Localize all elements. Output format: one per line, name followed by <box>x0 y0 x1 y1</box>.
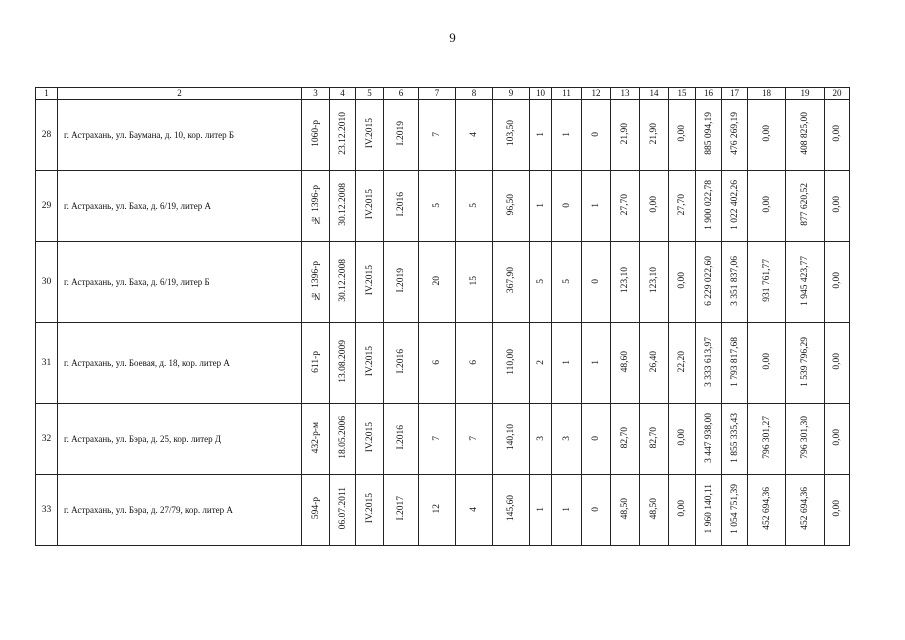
table-cell <box>456 404 493 475</box>
table-cell <box>356 100 384 171</box>
cell-value: I.2016 <box>396 425 406 450</box>
row-number-cell: 31 <box>36 323 58 404</box>
table-cell <box>748 404 786 475</box>
cell-value: 82,70 <box>620 426 630 449</box>
table-cell <box>611 475 640 546</box>
table-cell <box>552 475 582 546</box>
cell-value: 1 855 335,43 <box>729 412 740 463</box>
table-cell <box>786 171 825 242</box>
cell-value: 1060-р <box>310 120 321 147</box>
header-cell: 19 <box>786 88 825 100</box>
cell-value: 796 301,30 <box>800 416 810 459</box>
cell-value: 877 620,52 <box>800 183 810 226</box>
table-cell <box>696 323 722 404</box>
cell-value: 885 094,19 <box>703 112 714 155</box>
table-cell <box>669 242 696 323</box>
table-cell <box>640 171 669 242</box>
cell-value: 0,00 <box>677 272 687 289</box>
header-cell: 7 <box>419 88 456 100</box>
table-cell <box>419 323 456 404</box>
table-cell <box>669 100 696 171</box>
cell-value: 2 <box>535 360 546 365</box>
header-cell: 14 <box>640 88 669 100</box>
cell-value: 1 <box>535 132 546 137</box>
table-cell <box>419 242 456 323</box>
table-cell <box>552 404 582 475</box>
header-cell: 10 <box>530 88 552 100</box>
table-cell <box>419 475 456 546</box>
table-cell <box>640 242 669 323</box>
table-cell <box>384 100 419 171</box>
table-cell <box>825 323 850 404</box>
table-cell <box>552 323 582 404</box>
cell-value: 0,00 <box>832 429 842 446</box>
cell-value: 1 054 751,39 <box>729 483 740 534</box>
table-cell <box>722 171 748 242</box>
table-cell <box>640 323 669 404</box>
table-cell <box>640 404 669 475</box>
header-cell: 9 <box>493 88 530 100</box>
cell-value: 48,60 <box>620 350 630 373</box>
table-cell <box>330 475 356 546</box>
table-cell <box>302 475 330 546</box>
table-cell <box>786 100 825 171</box>
cell-value: 140,10 <box>506 424 516 451</box>
table-cell <box>640 475 669 546</box>
address-cell: г. Астрахань, ул. Баумана, д. 10, кор. литер Б <box>58 100 302 171</box>
cell-value: IV.2015 <box>364 493 375 524</box>
header-cell: 13 <box>611 88 640 100</box>
header-cell: 4 <box>330 88 356 100</box>
cell-value: 0,00 <box>761 353 772 370</box>
cell-value: 110,00 <box>506 348 516 375</box>
table-cell <box>722 404 748 475</box>
table-cell <box>530 323 552 404</box>
cell-value: I.2017 <box>396 496 406 521</box>
address-cell: г. Астрахань, ул. Бэра, д. 27/79, кор. литер А <box>58 475 302 546</box>
table-cell <box>786 475 825 546</box>
cell-value: IV.2015 <box>364 189 375 220</box>
cell-value: 452 694,36 <box>761 487 772 530</box>
table-cell <box>493 242 530 323</box>
cell-value: 48,50 <box>620 497 630 520</box>
table-row <box>36 171 850 242</box>
table-cell <box>696 100 722 171</box>
cell-value: 0,00 <box>761 196 772 213</box>
table-cell <box>356 475 384 546</box>
table-cell <box>582 475 611 546</box>
table-cell <box>456 100 493 171</box>
cell-value: 0,00 <box>832 500 842 517</box>
cell-value: 408 825,00 <box>800 112 810 155</box>
cell-value: 1 022 402,26 <box>729 179 740 230</box>
table-cell <box>611 404 640 475</box>
cell-value: 476 269,19 <box>729 112 740 155</box>
page-number: 9 <box>449 30 456 45</box>
table-cell <box>722 100 748 171</box>
cell-value: № 1396-р <box>310 184 321 225</box>
table-cell <box>786 404 825 475</box>
cell-value: 6 229 022,60 <box>703 255 714 306</box>
table-cell <box>330 242 356 323</box>
table-cell <box>330 404 356 475</box>
table-cell <box>356 171 384 242</box>
table-cell <box>530 242 552 323</box>
cell-value: I.2019 <box>396 268 406 293</box>
table-cell <box>611 323 640 404</box>
cell-value: 0 <box>591 132 601 137</box>
table-cell <box>456 475 493 546</box>
cell-value: 5 <box>561 279 572 284</box>
cell-value: 0,00 <box>677 500 687 517</box>
data-table <box>35 87 850 546</box>
row-number-cell: 29 <box>36 171 58 242</box>
cell-value: 123,10 <box>649 267 659 294</box>
cell-value: 145,60 <box>506 495 516 522</box>
cell-value: 611-р <box>310 350 321 373</box>
cell-value: 6 <box>432 360 442 365</box>
table-cell <box>302 171 330 242</box>
cell-value: 3 351 837,06 <box>729 255 740 306</box>
cell-value: 5 <box>535 279 546 284</box>
table-cell <box>669 475 696 546</box>
cell-value: 0 <box>591 436 601 441</box>
table-cell <box>669 404 696 475</box>
table-row <box>36 100 850 171</box>
table-cell <box>302 404 330 475</box>
table-cell <box>493 323 530 404</box>
address-cell: г. Астрахань, ул. Баха, д. 6/19, литер Б <box>58 242 302 323</box>
cell-value: I.2019 <box>396 121 406 146</box>
cell-value: 7 <box>432 132 442 137</box>
cell-value: 1 <box>561 132 572 137</box>
table-cell <box>786 323 825 404</box>
cell-value: 18.05.2006 <box>337 416 348 459</box>
table-cell <box>722 242 748 323</box>
cell-value: 123,10 <box>620 267 630 294</box>
table-cell <box>530 171 552 242</box>
cell-value: 1 960 140,11 <box>703 483 714 534</box>
table-cell <box>825 404 850 475</box>
table-cell <box>552 171 582 242</box>
table-cell <box>552 100 582 171</box>
table-cell <box>786 242 825 323</box>
table-cell <box>419 100 456 171</box>
table-cell <box>356 323 384 404</box>
table-cell <box>456 171 493 242</box>
cell-value: 12 <box>432 503 442 514</box>
cell-value: 21,90 <box>620 122 630 145</box>
cell-value: IV.2015 <box>364 346 375 377</box>
cell-value: 931 761,77 <box>761 259 772 302</box>
address-cell: г. Астрахань, ул. Боевая, д. 18, кор. литер А <box>58 323 302 404</box>
row-number-cell: 32 <box>36 404 58 475</box>
cell-value: 27,70 <box>620 193 630 216</box>
table-cell <box>825 475 850 546</box>
table-cell <box>696 475 722 546</box>
cell-value: 48,50 <box>649 497 659 520</box>
cell-value: 432-р-м <box>310 421 321 454</box>
cell-value: 3 447 938,00 <box>703 412 714 463</box>
row-number-cell: 30 <box>36 242 58 323</box>
header-cell: 8 <box>456 88 493 100</box>
cell-value: 3 <box>561 436 572 441</box>
cell-value: 26,40 <box>649 350 659 373</box>
table-cell <box>302 100 330 171</box>
table-cell <box>582 242 611 323</box>
cell-value: 5 <box>432 203 442 208</box>
table-cell <box>493 100 530 171</box>
cell-value: 0,00 <box>832 353 842 370</box>
row-number-cell: 33 <box>36 475 58 546</box>
table-cell <box>384 171 419 242</box>
table-cell <box>582 404 611 475</box>
table-cell <box>384 404 419 475</box>
cell-value: 30.12.2008 <box>337 183 348 226</box>
cell-value: 1 945 423,77 <box>800 255 810 306</box>
cell-value: 13.08.2009 <box>337 340 348 383</box>
cell-value: 367,90 <box>506 267 516 294</box>
table-cell <box>696 242 722 323</box>
cell-value: 6 <box>469 360 479 365</box>
header-cell: 12 <box>582 88 611 100</box>
cell-value: 20 <box>432 275 442 286</box>
cell-value: 3 333 613,97 <box>703 336 714 387</box>
cell-value: 0 <box>591 507 601 512</box>
table-cell <box>582 100 611 171</box>
table-cell <box>640 100 669 171</box>
row-number-cell: 28 <box>36 100 58 171</box>
cell-value: 0,00 <box>832 272 842 289</box>
cell-value: 1 <box>561 360 572 365</box>
table-cell <box>493 171 530 242</box>
header-cell: 1 <box>36 88 58 100</box>
cell-value: 594-р <box>310 497 321 520</box>
table-cell <box>825 242 850 323</box>
header-cell: 20 <box>825 88 850 100</box>
cell-value: I.2016 <box>396 192 406 217</box>
cell-value: 7 <box>469 436 479 441</box>
cell-value: 1 <box>535 203 546 208</box>
table-cell <box>611 100 640 171</box>
cell-value: 30.12.2008 <box>337 259 348 302</box>
cell-value: 4 <box>469 132 479 137</box>
table-cell <box>748 323 786 404</box>
address-cell: г. Астрахань, ул. Баха, д. 6/19, литер А <box>58 171 302 242</box>
table-cell <box>669 171 696 242</box>
table-cell <box>330 100 356 171</box>
cell-value: 22,20 <box>677 350 687 373</box>
table-cell <box>748 242 786 323</box>
table-cell <box>696 171 722 242</box>
cell-value: 1 <box>591 203 601 208</box>
table-cell <box>722 475 748 546</box>
cell-value: 1 <box>561 507 572 512</box>
table-cell <box>356 404 384 475</box>
cell-value: 0,00 <box>677 429 687 446</box>
header-cell: 18 <box>748 88 786 100</box>
cell-value: 0 <box>591 279 601 284</box>
cell-value: 4 <box>469 507 479 512</box>
address-cell: г. Астрахань, ул. Бэра, д. 25, кор. литер Д <box>58 404 302 475</box>
table-cell <box>669 323 696 404</box>
cell-value: 82,70 <box>649 426 659 449</box>
header-cell: 6 <box>384 88 419 100</box>
cell-value: IV.2015 <box>364 265 375 296</box>
header-cell: 17 <box>722 88 748 100</box>
table-cell <box>696 404 722 475</box>
cell-value: IV.2015 <box>364 118 375 149</box>
cell-value: 0,00 <box>677 125 687 142</box>
table-cell <box>493 475 530 546</box>
table-row <box>36 475 850 546</box>
table-cell <box>748 475 786 546</box>
table-cell <box>384 323 419 404</box>
cell-value: 21,90 <box>649 122 659 145</box>
cell-value: 0 <box>561 203 572 208</box>
header-cell: 5 <box>356 88 384 100</box>
cell-value: 796 301,27 <box>761 416 772 459</box>
header-cell: 11 <box>552 88 582 100</box>
header-cell: 2 <box>58 88 302 100</box>
cell-value: 23.12.2010 <box>337 112 348 155</box>
table-cell <box>582 323 611 404</box>
cell-value: 0,00 <box>832 196 842 213</box>
header-cell: 16 <box>696 88 722 100</box>
table-cell <box>530 404 552 475</box>
table-cell <box>611 242 640 323</box>
cell-value: 1 <box>591 360 601 365</box>
table-cell <box>456 323 493 404</box>
cell-value: 103,50 <box>506 120 516 147</box>
cell-value: 452 694,36 <box>800 487 810 530</box>
table-cell <box>456 242 493 323</box>
cell-value: IV.2015 <box>364 422 375 453</box>
table-row <box>36 242 850 323</box>
table-cell <box>530 100 552 171</box>
table-cell <box>493 404 530 475</box>
table-cell <box>825 171 850 242</box>
table-cell <box>356 242 384 323</box>
table-cell <box>611 171 640 242</box>
table-cell <box>384 475 419 546</box>
table-cell <box>722 323 748 404</box>
table-cell <box>582 171 611 242</box>
cell-value: 1 900 022,78 <box>703 179 714 230</box>
table-cell <box>825 100 850 171</box>
cell-value: 5 <box>469 203 479 208</box>
header-row <box>36 88 850 100</box>
table-cell <box>384 242 419 323</box>
cell-value: 15 <box>469 275 479 286</box>
table-cell <box>748 100 786 171</box>
cell-value: № 1396-р <box>310 260 321 301</box>
cell-value: 0,00 <box>832 125 842 142</box>
table-cell <box>552 242 582 323</box>
table-row <box>36 404 850 475</box>
table-cell <box>419 404 456 475</box>
cell-value: 1 <box>535 507 546 512</box>
header-cell: 3 <box>302 88 330 100</box>
table-cell <box>748 171 786 242</box>
header-cell: 15 <box>669 88 696 100</box>
table-cell <box>530 475 552 546</box>
table-cell <box>330 171 356 242</box>
cell-value: 0,00 <box>649 196 659 213</box>
table-cell <box>330 323 356 404</box>
table-row <box>36 323 850 404</box>
cell-value: 1 793 817,68 <box>729 336 740 387</box>
cell-value: 06.07.2011 <box>337 487 348 530</box>
table-cell <box>302 323 330 404</box>
table-cell <box>302 242 330 323</box>
cell-value: 27,70 <box>677 193 687 216</box>
cell-value: 3 <box>535 436 546 441</box>
cell-value: 1 539 796,29 <box>800 336 810 387</box>
table-cell <box>419 171 456 242</box>
cell-value: 0,00 <box>761 125 772 142</box>
cell-value: 96,50 <box>506 193 516 216</box>
cell-value: 7 <box>432 436 442 441</box>
cell-value: I.2016 <box>396 349 406 374</box>
